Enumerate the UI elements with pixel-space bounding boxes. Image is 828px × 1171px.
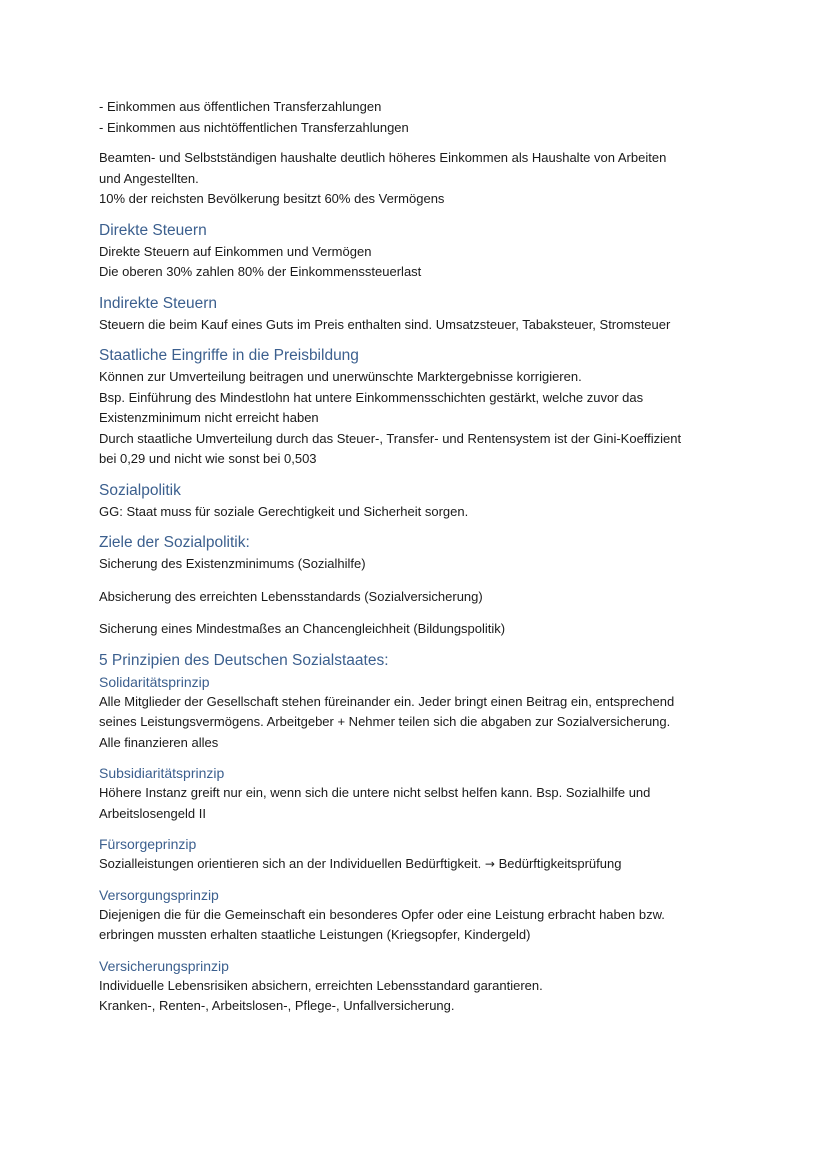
section-heading: Indirekte Steuern xyxy=(99,294,218,312)
section-heading: Direkte Steuern xyxy=(99,221,207,239)
list-item: - Einkommen aus nichtöffentlichen Transferzahlungen xyxy=(99,119,409,135)
list-item: Absicherung des erreichten Lebensstandards (Sozialversicherung) xyxy=(99,588,483,604)
list-item: Sicherung des Existenzminimums (Sozialhilfe) xyxy=(99,556,366,571)
paragraph-line: GG: Staat muss für soziale Gerechtigkeit und Sicherheit sorgen. xyxy=(99,503,469,519)
paragraph-line: Steuern die beim Kauf eines Guts im Preis enthalten sind. Umsatzsteuer, Tabaksteuer, Stromsteuer xyxy=(99,316,671,332)
paragraph-line: Kranken-, Renten-, Arbeitslosen-, Pflege-, Unfallversicherung. xyxy=(99,998,455,1013)
section-heading: 5 Prinzipien des Deutschen Sozialstaates: xyxy=(99,651,389,669)
paragraph-line: Diejenigen die für die Gemeinschaft ein besonderes Opfer oder eine Leistung erbracht haben bzw. xyxy=(99,906,665,922)
subsection-versorgungsprinzip xyxy=(99,885,739,946)
subsection-subsidiaritaetsprinzip xyxy=(99,763,739,824)
subsection-heading: Versorgungsprinzip xyxy=(99,886,219,903)
intro-list xyxy=(99,97,739,138)
paragraph-line: Alle Mitglieder der Gesellschaft stehen füreinander ein. Jeder bringt einen Beitrag ein, entsprechend xyxy=(99,693,675,709)
section-staatliche-eingriffe xyxy=(99,345,739,470)
paragraph-line: 10% der reichsten Bevölkerung besitzt 60% des Vermögens xyxy=(99,191,445,206)
section-heading: Staatliche Eingriffe in die Preisbildung xyxy=(99,347,359,364)
paragraph-line: Höhere Instanz greift nur ein, wenn sich die untere nicht selbst helfen kann. Bsp. Sozialhilfe und xyxy=(99,785,651,800)
paragraph-line: Alle finanzieren alles xyxy=(99,734,219,750)
subsection-fuersorgeprinzip xyxy=(99,834,739,875)
fuersorge-text: Sozialleistungen orientieren sich an der Individuellen Bedürftigkeit. xyxy=(99,856,485,871)
list-item: Sicherung eines Mindestmaßes an Chancengleichheit (Bildungspolitik) xyxy=(99,621,506,636)
section-ziele-sozialpolitik xyxy=(99,532,739,640)
section-direkte-steuern xyxy=(99,220,739,283)
paragraph-line: seines Leistungsvermögens. Arbeitgeber + Nehmer teilen sich die abgaben zur Sozialversicherung. xyxy=(99,714,671,729)
subsection-heading: Subsidiaritätsprinzip xyxy=(99,765,225,781)
document-page xyxy=(99,97,739,1017)
subsection-heading: Versicherungsprinzip xyxy=(99,957,229,974)
paragraph-line: Individuelle Lebensrisiken absichern, erreichten Lebensstandard garantieren. xyxy=(99,977,543,993)
paragraph-line: Können zur Umverteilung beitragen und unerwünschte Marktergebnisse korrigieren. xyxy=(99,369,582,384)
paragraph-line: Beamten- und Selbstständigen haushalte deutlich höheres Einkommen als Haushalte von Arbeiten xyxy=(99,150,667,165)
paragraph-line: Existenzminimum nicht erreicht haben xyxy=(99,410,319,425)
paragraph-line: und Angestellten. xyxy=(99,170,199,186)
section-heading: Sozialpolitik xyxy=(99,481,181,499)
section-heading: Ziele der Sozialpolitik: xyxy=(99,534,250,551)
subsection-solidaritaetsprinzip xyxy=(99,672,739,754)
intro-paragraph xyxy=(99,148,739,210)
section-prinzipien xyxy=(99,650,739,1017)
arrow-right-icon: → xyxy=(484,857,495,871)
section-sozialpolitik xyxy=(99,480,739,523)
list-item: - Einkommen aus öffentlichen Transferzahlungen xyxy=(99,99,382,114)
paragraph-line: Die oberen 30% zahlen 80% der Einkommenssteuerlast xyxy=(99,264,422,279)
fuersorge-result: Bedürftigkeitsprüfung xyxy=(494,856,622,871)
paragraph-line: erbringen mussten erhalten staatliche Leistungen (Kriegsopfer, Kindergeld) xyxy=(99,927,531,942)
paragraph-line: Bsp. Einführung des Mindestlohn hat untere Einkommensschichten gestärkt, welche zuvor das xyxy=(99,389,644,405)
subsection-heading: Fürsorgeprinzip xyxy=(99,836,197,852)
paragraph-line: Direkte Steuern auf Einkommen und Vermögen xyxy=(99,243,372,259)
subsection-versicherungsprinzip xyxy=(99,956,739,1017)
subsection-heading: Solidaritätsprinzip xyxy=(99,673,210,690)
paragraph-line xyxy=(99,854,739,875)
paragraph-line: Durch staatliche Umverteilung durch das Steuer-, Transfer- und Rentensystem ist der Gini-Koeffizient xyxy=(99,430,682,446)
section-indirekte-steuern xyxy=(99,293,739,336)
paragraph-line: bei 0,29 und nicht wie sonst bei 0,503 xyxy=(99,451,317,466)
paragraph-line: Arbeitslosengeld II xyxy=(99,805,206,821)
